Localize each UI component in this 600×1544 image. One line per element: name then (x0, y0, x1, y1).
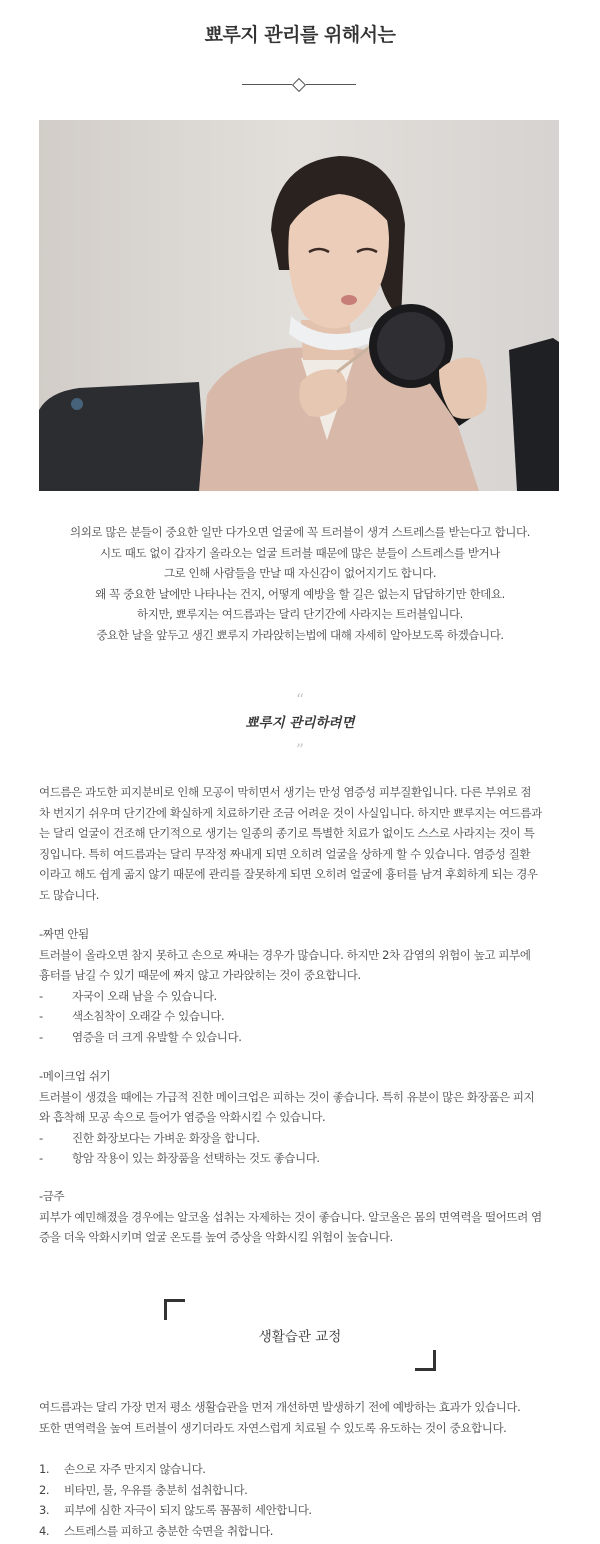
list-item-text: 자국이 오래 남을 수 있습니다. (72, 988, 217, 1003)
text-line: 이라고 해도 쉽게 곪지 않기 때문에 관리를 잘못하게 되면 오히려 얼굴에 흉터를 남겨 후회하게 되는 경우 (39, 867, 538, 881)
text-line: 차 번지기 쉬우며 단기간에 확실하게 치료하기란 조금 어려운 것이 사실입니다. 하지만 뾰루지는 여드름과 (39, 805, 542, 820)
list-item (39, 1148, 563, 1169)
tip-label: -메이크업 쉬기 (39, 1069, 111, 1083)
list-item (39, 1459, 563, 1480)
text-line: 도 많습니다. (39, 887, 100, 902)
divider-line-right (306, 84, 356, 85)
text-line: 징입니다. 특히 여드름과는 달리 무작정 짜내게 되면 오히려 얼굴을 상하게 할 수 있습니다. 염증성 질환 (39, 846, 531, 861)
intro-line: 시도 때도 없이 갑자기 올라오는 얼굴 트러블 때문에 많은 분들이 스트레스를 받거나 (100, 545, 500, 560)
section-heading: 뾰루지 관리하려면 (245, 715, 355, 731)
list-item (39, 1500, 563, 1521)
woman-with-mirror-illustration (39, 120, 559, 491)
list-item-text: 비타민, 물, 우유를 충분히 섭취합니다. (64, 1482, 248, 1497)
text-line: 여드름과는 달리 가장 먼저 평소 생활습관을 먼저 개선하면 발생하기 전에 예방하는 효과가 있습니다. (39, 1400, 521, 1414)
divider-line-left (242, 84, 292, 85)
text-line: 트러블이 올라오면 참지 못하고 손으로 짜내는 경우가 많습니다. 하지만 2차 감염의 위험이 높고 피부에 (39, 947, 531, 962)
intro-text (0, 522, 600, 645)
close-quote-icon: ” (295, 740, 305, 759)
tip-label: -금주 (39, 1189, 65, 1203)
tip-block (39, 1066, 563, 1169)
text-line: 증을 더욱 악화시키며 얼굴 온도를 높여 증상을 악화시킬 위험이 높습니다. (39, 1230, 393, 1244)
section-body (39, 1397, 563, 1438)
list-item-text: 손으로 자주 만지지 않습니다. (64, 1462, 206, 1476)
tip-block (39, 1186, 563, 1248)
text-line: 피부가 예민해졌을 경우에는 알코올 섭취는 자제하는 것이 좋습니다. 알코올은 몸의 면역력을 떨어뜨려 염 (39, 1209, 542, 1224)
dash-marker: - (39, 1009, 43, 1023)
dash-marker: - (39, 1151, 43, 1165)
bracket-corner-icon (415, 1350, 436, 1371)
list-item-text: 스트레스를 피하고 충분한 숙면을 취합니다. (64, 1523, 274, 1538)
list-item (39, 1006, 563, 1027)
open-quote-icon: “ (295, 690, 305, 709)
intro-line: 하지만, 뾰루지는 여드름과는 달리 단기간에 사라지는 트러블입니다. (137, 607, 463, 621)
text-line: 트러블이 생겼을 때에는 가급적 진한 메이크업은 피하는 것이 좋습니다. 특히 유분이 많은 화장품은 피지 (39, 1089, 535, 1104)
tip-label: -짜면 안됨 (39, 927, 89, 941)
section-body (39, 782, 563, 905)
list-number: 2. (39, 1482, 50, 1497)
bracket-corner-icon (164, 1299, 185, 1320)
intro-line: 중요한 날을 앞두고 생긴 뾰루지 가라앉히는법에 대해 자세히 알아보도록 하겠습니다. (96, 627, 504, 642)
text-line: 흉터를 남길 수 있기 때문에 짜지 않고 가라앉히는 것이 중요합니다. (39, 968, 361, 982)
text-line: 와 흡착해 모공 속으로 들어가 염증을 악화시킬 수 있습니다. (39, 1110, 326, 1124)
list-item-text: 색소침착이 오래갈 수 있습니다. (72, 1009, 225, 1023)
dash-marker: - (39, 988, 43, 1003)
body-paragraph (39, 782, 563, 905)
page-title: 뾰루지 관리를 위해서는 (204, 24, 396, 46)
numbered-list (39, 1459, 563, 1541)
list-item (39, 1521, 563, 1542)
title-divider (242, 78, 356, 92)
dash-marker: - (39, 1130, 43, 1145)
list-number: 1. (39, 1462, 50, 1476)
section-heading: 생활습관 교정 (258, 1329, 342, 1345)
intro-line: 그로 인해 사람들을 만날 때 자신감이 없어지기도 합니다. (163, 566, 437, 580)
list-item-text: 염증을 더 크게 유발할 수 있습니다. (72, 1029, 242, 1044)
list-item-text: 피부에 심한 자극이 되지 않도록 꼼꼼히 세안합니다. (64, 1503, 312, 1517)
intro-line: 의외로 많은 분들이 중요한 일만 다가오면 얼굴에 꼭 트러블이 생겨 스트레스를 받는다고 합니다. (70, 525, 530, 539)
tip-block (39, 924, 563, 1047)
list-item (39, 1027, 563, 1048)
list-number: 4. (39, 1523, 50, 1538)
text-line: 또한 면역력을 높여 트러블이 생기더라도 자연스럽게 치료될 수 있도록 유도하는 것이 중요합니다. (39, 1420, 507, 1435)
text-line: 여드름은 과도한 피지분비로 인해 모공이 막히면서 생기는 만성 염증성 피부질환입니다. 다른 부위로 점 (39, 785, 532, 799)
list-item (39, 1480, 563, 1501)
intro-line: 왜 꼭 중요한 날에만 나타나는 건지, 어떻게 예방을 할 길은 없는지 답답하기만 한데요. (95, 586, 505, 601)
hero-photo (39, 120, 559, 491)
dash-marker: - (39, 1029, 43, 1044)
list-item-text: 진한 화장보다는 가벼운 화장을 합니다. (72, 1130, 260, 1145)
list-item-text: 항암 작용이 있는 화장품을 선택하는 것도 좋습니다. (72, 1151, 320, 1165)
list-item (39, 986, 563, 1007)
list-item (39, 1128, 563, 1149)
text-line: 는 달리 얼굴이 건조해 단기적으로 생기는 일종의 종기로 특별한 치료가 없이도 스스로 사라지는 것이 특 (39, 826, 535, 840)
list-number: 3. (39, 1503, 50, 1517)
diamond-icon (292, 78, 306, 92)
